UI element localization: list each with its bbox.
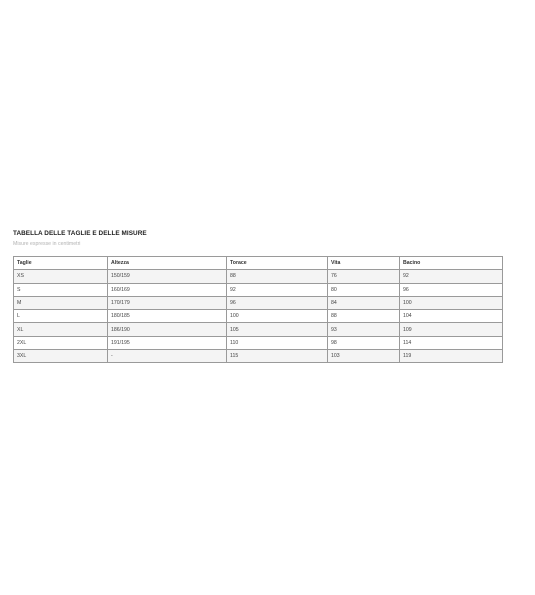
table-cell: 76 — [328, 270, 400, 283]
table-cell: 98 — [328, 336, 400, 349]
table-cell: 104 — [400, 310, 503, 323]
column-header-torace: Torace — [227, 257, 328, 270]
table-cell: 100 — [227, 310, 328, 323]
table-cell: 115 — [227, 350, 328, 363]
table-cell: 92 — [400, 270, 503, 283]
size-guide — [13, 230, 503, 360]
table-row — [14, 270, 503, 283]
table-cell: 2XL — [14, 336, 108, 349]
table-cell: 84 — [328, 296, 400, 309]
table-row — [14, 323, 503, 336]
column-header-vita: Vita — [328, 257, 400, 270]
table-cell: 88 — [328, 310, 400, 323]
table-cell: 170/179 — [108, 296, 227, 309]
table-cell: 3XL — [14, 350, 108, 363]
table-cell: 92 — [227, 283, 328, 296]
column-header-altezza: Altezza — [108, 257, 227, 270]
table-row — [14, 350, 503, 363]
table-cell: 110 — [227, 336, 328, 349]
table-cell: XL — [14, 323, 108, 336]
table-cell: 105 — [227, 323, 328, 336]
table-cell: 103 — [328, 350, 400, 363]
table-cell: 191/195 — [108, 336, 227, 349]
table-cell: 119 — [400, 350, 503, 363]
table-cell: - — [108, 350, 227, 363]
table-cell: 150/159 — [108, 270, 227, 283]
table-cell: S — [14, 283, 108, 296]
table-cell: 80 — [328, 283, 400, 296]
table-cell: 93 — [328, 323, 400, 336]
column-header-taglie: Taglie — [14, 257, 108, 270]
table-cell: 100 — [400, 296, 503, 309]
table-cell: 96 — [227, 296, 328, 309]
table-cell: 180/185 — [108, 310, 227, 323]
table-row — [14, 310, 503, 323]
table-row — [14, 336, 503, 349]
table-row — [14, 296, 503, 309]
column-header-bacino: Bacino — [400, 257, 503, 270]
table-cell: 109 — [400, 323, 503, 336]
size-guide-subtitle: Misure espresse in centimetri — [13, 241, 81, 247]
table-cell: XS — [14, 270, 108, 283]
table-cell: 114 — [400, 336, 503, 349]
table-cell: 96 — [400, 283, 503, 296]
table-cell: M — [14, 296, 108, 309]
table-row — [14, 283, 503, 296]
table-header-row — [14, 257, 503, 270]
table-cell: 160/169 — [108, 283, 227, 296]
size-guide-title: TABELLA DELLE TAGLIE E DELLE MISURE — [13, 230, 147, 237]
size-table — [13, 256, 503, 363]
table-cell: 88 — [227, 270, 328, 283]
table-cell: L — [14, 310, 108, 323]
table-cell: 186/190 — [108, 323, 227, 336]
